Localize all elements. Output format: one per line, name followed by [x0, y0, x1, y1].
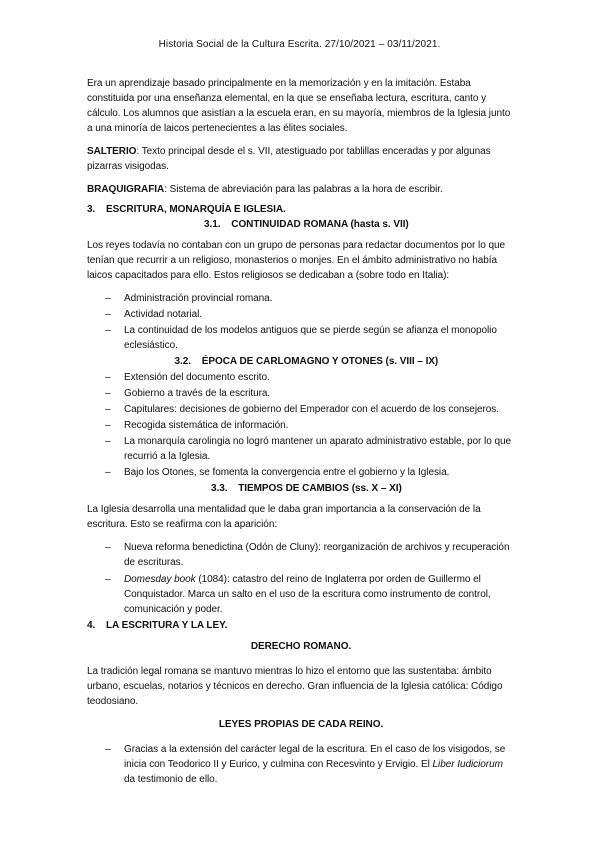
list-item	[87, 742, 515, 787]
section-3-title: ESCRITURA, MONARQUÍA E IGLESIA.	[106, 204, 286, 215]
salterio-text: : Texto principal desde el s. VII, atestiguado por tablillas enceradas y por algunas pizarras visigodas.	[87, 146, 491, 172]
section-4-title: LA ESCRITURA Y LA LEY.	[106, 620, 228, 631]
subsection-3-3-number: 3.3.	[211, 483, 228, 494]
subsection-3-2-list	[87, 370, 515, 480]
leyes-propias-list	[87, 742, 515, 787]
subsection-3-2-heading	[87, 354, 515, 369]
list-item-text: Capitulares: decisiones de gobierno del Emperador con el acuerdo de los consejeros.	[124, 404, 499, 415]
dash-marker: –	[105, 388, 111, 399]
list-item-text: da testimonio de ello.	[124, 774, 218, 785]
list-item-text: Recogida sistemática de información.	[124, 420, 289, 431]
salterio-term: SALTERIO	[87, 146, 137, 157]
list-item	[87, 307, 515, 322]
subsection-3-1-list	[87, 291, 515, 353]
subsection-3-1-title: CONTINUIDAD ROMANA (hasta s. VII)	[231, 219, 409, 230]
dash-marker: –	[105, 404, 111, 415]
subsection-3-1-number: 3.1.	[204, 219, 221, 230]
list-item-text: Nueva reforma benedictina (Odón de Cluny): reorganización de archivos y recuperación de escrituras.	[124, 542, 510, 568]
list-item	[87, 418, 515, 433]
dash-marker: –	[105, 542, 111, 553]
liber-iudiciorum-title: Liber Iudiciorum	[432, 759, 503, 770]
braquigrafia-term: BRAQUIGRAFIA	[87, 184, 165, 195]
list-item-text: Gracias a la extensión del carácter legal de la escritura. En el caso de los visigodos, se inicia con Teodorico II y Eurico, y culmina con Recesvinto y Ervigio. El	[124, 744, 506, 770]
list-item	[87, 402, 515, 417]
subsection-3-1-heading	[87, 217, 515, 232]
derecho-romano-paragraph: La tradición legal romana se mantuvo mientras lo hizo el entorno que las sustentaba: ámbito urbano, escuelas, notarios y técnicos en derecho. Gran influencia de la Iglesia católica: Código teodosiano.	[87, 666, 503, 707]
list-item-text: Bajo los Otones, se fomenta la convergencia entre el gobierno y la Iglesia.	[124, 467, 450, 478]
section-3-heading	[87, 202, 515, 217]
list-item	[87, 323, 515, 353]
leyes-propias-heading: LEYES PROPIAS DE CADA REINO.	[218, 719, 384, 730]
dash-marker: –	[105, 309, 111, 320]
list-item-text: (1084): catastro del reino de Inglaterra por orden de Guillermo el Conquistador. Marca un salto en el uso de la escritura como instrumento de control, comunicación y poder.	[124, 574, 491, 615]
dash-marker: –	[105, 293, 111, 304]
dash-marker: –	[105, 436, 111, 447]
section-4-number: 4.	[87, 620, 96, 631]
list-item-text: Extensión del documento escrito.	[124, 372, 270, 383]
braquigrafia-text: : Sistema de abreviación para las palabras a la hora de escribir.	[164, 184, 443, 195]
list-item-text: La monarquía carolingia no logró mantener un aparato administrativo estable, por lo que recurrió a la Iglesia.	[124, 436, 512, 462]
domesday-book-title: Domesday book	[124, 574, 196, 585]
list-item	[87, 291, 515, 306]
subsection-3-3-list	[87, 540, 515, 617]
list-item	[87, 465, 515, 480]
subsection-3-1-paragraph: Los reyes todavía no contaban con un grupo de personas para redactar documentos por lo que tenían que recurrir a un religioso, monasterios o monjes. En el ámbito administrativo no había laicos capacitados para ello. Estos religiosos se dedicaban a (sobre todo en Italia):	[87, 240, 506, 281]
salterio-definition	[87, 144, 515, 174]
list-item	[87, 572, 515, 617]
list-item	[87, 370, 515, 385]
document-body	[87, 76, 515, 788]
dash-marker: –	[105, 420, 111, 431]
list-item	[87, 540, 515, 570]
section-3-number: 3.	[87, 204, 96, 215]
derecho-romano-heading: DERECHO ROMANO.	[250, 641, 352, 652]
braquigrafia-definition	[87, 182, 515, 197]
list-item-text: Actividad notarial.	[124, 309, 202, 320]
list-item-text: La continuidad de los modelos antiguos que se pierde según se afianza el monopolio eclesiástico.	[124, 325, 497, 351]
dash-marker: –	[105, 744, 111, 755]
subsection-3-3-title: TIEMPOS DE CAMBIOS (ss. X – XI)	[238, 483, 402, 494]
dash-marker: –	[105, 372, 111, 383]
intro-paragraph: Era un aprendizaje basado principalmente en la memorización y en la imitación. Estaba constituida por una enseñanza elemental, en la que se enseñaba lectura, escritura, canto y cálculo. Los alumnos que asistían a la escuela eran, en su mayoría, miembros de la Iglesia junto a una minoría de laicos pertenecientes a las élites sociales.	[87, 78, 511, 134]
dash-marker: –	[105, 574, 111, 585]
subsection-3-3-heading	[87, 481, 515, 496]
section-4-heading	[87, 618, 515, 633]
subsection-3-3-paragraph: La Iglesia desarrolla una mentalidad que le daba gran importancia a la conservación de la escritura. Esto se reafirma con la aparición:	[87, 504, 481, 530]
subsection-3-2-title: ÉPOCA DE CARLOMAGNO Y OTONES (s. VIII – IX)	[201, 356, 439, 367]
dash-marker: –	[105, 325, 111, 336]
subsection-3-2-number: 3.2.	[174, 356, 192, 367]
list-item-text: Gobierno a través de la escritura.	[124, 388, 271, 399]
list-item	[87, 386, 515, 401]
dash-marker: –	[105, 467, 111, 478]
list-item	[87, 434, 515, 464]
list-item-text: Administración provincial romana.	[124, 293, 273, 304]
page-header: Historia Social de la Cultura Escrita. 27/10/2021 – 03/11/2021.	[158, 39, 441, 50]
